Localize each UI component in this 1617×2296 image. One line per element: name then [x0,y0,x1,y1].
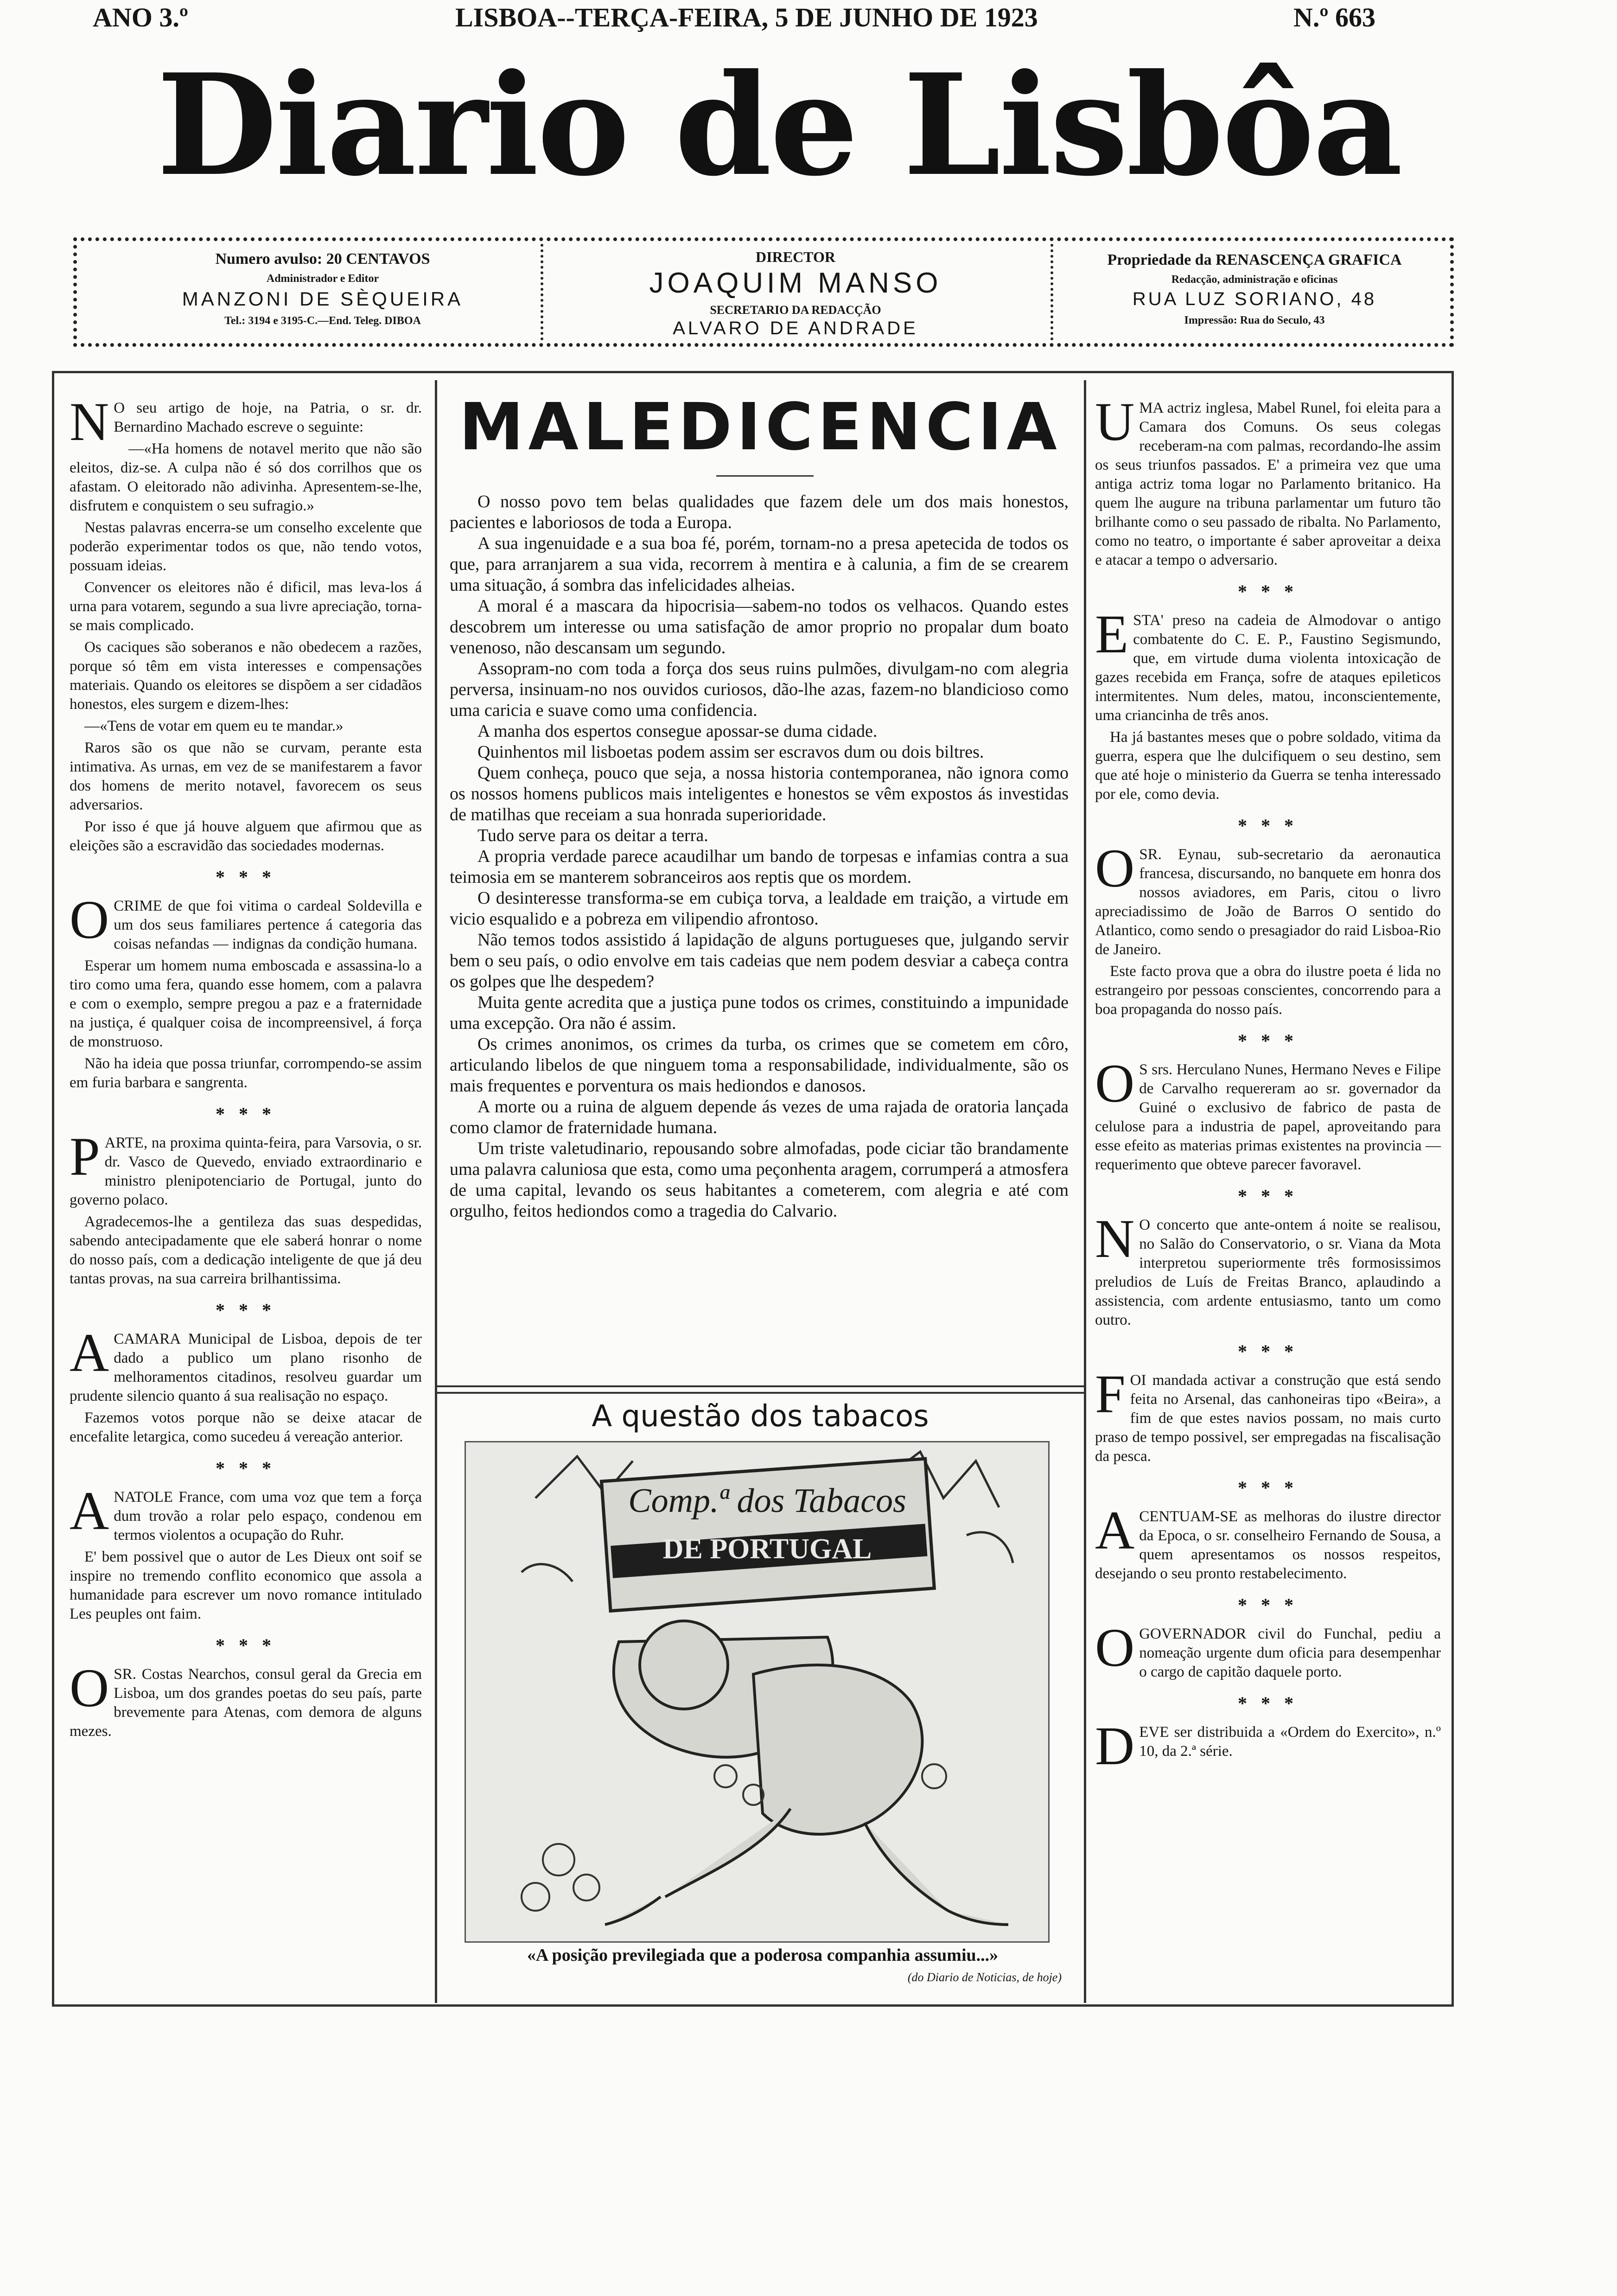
article-paragraph: A manha dos espertos consegue apossar-se duma cidade. [477,721,878,741]
news-item [1095,391,1441,570]
news-item [70,1480,422,1624]
news-item [1095,1053,1441,1174]
cartoon-credit: (do Diario de Noticias, de hoje) [907,1971,1062,1984]
item-separator: * * * [1238,1186,1298,1206]
issue-number: N.º 663 [1293,2,1376,32]
drop-cap: O [70,1658,109,1718]
headline-rule [716,475,814,477]
article-paragraph: Um triste valetudinario, repousando sobre almofadas, pode ciciar tão brandamente uma palavra caluniosa que esta, como uma peçonhenta aragem, corrumperá a atmosfera de uma capital, levando os seus habitantes a cometerem, com alegria e até com orgulho, feitos hediondos como a tragedia do Calvario. [450,1139,1069,1221]
section-divider [436,1385,1085,1394]
cartoon-heading: A questão dos tabacos [592,1399,929,1434]
drop-cap: O [1095,838,1135,899]
news-item [1095,1364,1441,1466]
news-item [70,1126,422,1288]
main-article [450,491,1069,1222]
date-line: LISBOA--TERÇA-FEIRA, 5 DE JUNHO DE 1923 [455,2,1038,32]
item-paragraph: SR. Eynau, sub-secretario da aeronautica francesa, discursando, no banquete em honra dos nossos aviadores, em Paris, citou o livro apreciadissimo de João de Barros O sentido do Atlantico, como sendo o presagiador do raid Lisboa-Rio de Janeiro. [1095,846,1441,958]
item-paragraph: CENTUAM-SE as melhoras do ilustre director da Epoca, o sr. conselheiro Fernando de Sousa, a quem apresentamos os nossos respeitos, desejando o seu pronto restabelecimento. [1095,1508,1441,1582]
news-item [70,889,422,1092]
drop-cap: A [70,1480,109,1541]
drop-cap: O [1095,1053,1135,1114]
phone-line: Tel.: 3194 e 3195-C.—End. Teleg. DIBOA [224,315,421,327]
item-paragraph: O concerto que ante-ontem á noite se realisou, no Salão do Conservatorio, o sr. Viana da Mota interpretou superiormente três formosissimos preludios de Luís de Freitas Branco, aplaudindo a assistencia, com ardente entusiasmo, tanto um como outro. [1095,1217,1441,1328]
article-paragraph: Quinhentos mil lisboetas podem assim ser escravos dum ou dois biltres. [477,742,984,762]
director-name: JOAQUIM MANSO [649,267,942,299]
column-rule [435,380,437,2003]
secretary-label: SECRETARIO DA REDACÇÃO [710,303,881,317]
drop-cap: N [1095,1208,1135,1269]
item-separator: * * * [1238,581,1298,602]
item-lead [1095,1208,1441,1330]
office-label: Redacção, administração e oficinas [1171,274,1338,286]
info-right [1064,241,1445,343]
article-paragraph: Os crimes anonimos, os crimes da turba, os crimes que se cometem em côro, articulando libelos de que ninguem toma a responsabilidade, individualmente, são os mais frequentes e porventura os mais hediondos e danosos. [450,1034,1069,1096]
item-lead [1095,604,1441,725]
cartoon-caption: «A posição previlegiada que a poderosa companhia assumiu...» [527,1945,999,1965]
item-separator: * * * [1238,815,1298,836]
item-paragraph: Os caciques são soberanos e não obedecem a razões, porque só têm em vista interesses e compensações materiais. Quando os eleitores se dispõem a ser cidadãos honestos, eles surgem e dizem-lhes: [70,639,422,713]
article-paragraph: Tudo serve para os deitar a terra. [477,826,708,845]
item-lead [1095,1500,1441,1583]
info-center [559,241,1032,343]
right-column [1095,391,1441,1776]
cartoon-drawing [466,1442,1048,1941]
item-separator: * * * [216,1300,276,1320]
article-paragraph: O nosso povo tem belas qualidades que fazem dele um dos mais honestos, pacientes e laboriosos de toda a Europa. [450,492,1069,532]
item-lead [1095,838,1441,959]
secretary-name: ALVARO DE ANDRADE [673,318,918,338]
item-paragraph: CAMARA Municipal de Lisboa, depois de ter dado a publico um plano risonho de melhoramentos citadinos, resolveu guardar um prudente silencio quanto á sua realisação no espaço. [70,1331,422,1404]
item-paragraph: Nestas palavras encerra-se um conselho excelente que poderão experimentar todos os que, não tendo votos, possuam ideias. [70,519,422,574]
item-separator: * * * [1238,1030,1298,1051]
drop-cap: F [1095,1364,1126,1424]
article-paragraph: A moral é a mascara da hipocrisia—sabem-no todos os velhacos. Quando estes descobrem um interesse ou uma satisfação de amor proprio no propalar dum boato venenoso, não descansam um segundo. [450,596,1069,657]
item-paragraph: Ha já bastantes meses que o pobre soldado, vitima da guerra, espera que lhe dulcifiquem o seu destino, sem que até hoje o ministerio da Guerra se tenha interessado por ele, como devia. [1095,729,1441,803]
item-paragraph: GOVERNADOR civil do Funchal, pediu a nomeação urgente dum oficia para desempenhar o cargo de capitão daquele porto. [1139,1626,1441,1680]
article-paragraph: A morte ou a ruina de alguem depende ás vezes de uma rajada de oratoria lançada como clamor de fraternidade humana. [450,1097,1069,1137]
item-paragraph: Não ha ideia que possa triunfar, corrompendo-se assim em furia barbara e sangrenta. [70,1055,422,1091]
item-lead [1095,1716,1441,1776]
item-separator: * * * [216,867,276,887]
item-lead [70,1658,422,1741]
article-paragraph: Muita gente acredita que a justiça pune todos os crimes, constituindo a impunidade uma excepção. Ora não é assim. [450,993,1069,1033]
item-lead [70,1322,422,1406]
item-paragraph: Por isso é que já houve alguem que afirmou que as eleições são a escravidão das sociedades modernas. [70,818,422,854]
strip-divider [541,244,543,340]
article-paragraph: Assopram-no com toda a força dos seus ruins pulmões, divulgam-no com alegria perversa, insinuam-no nos ouvidos curiosos, dão-lhe azas, fazem-no blandicioso como uma caricia e suave como uma confidencia. [450,659,1069,720]
masthead [111,42,1446,209]
article-paragraph: A sua ingenuidade e a sua boa fé, porém, tornam-no a presa apetecida de todos os que, para arranjarem a sua vida, recorrem à mentira e à calunia, a fim de se crearem uma situação, á sombra das infelicidades alheias. [450,534,1069,595]
news-item [1095,1500,1441,1583]
article-paragraph: O desinteresse transforma-se em cubiça torva, a lealdade em traição, a virtude em vicio esqualido e a pobreza em vilipendio afrontoso. [450,888,1069,929]
item-paragraph: CRIME de que foi vitima o cardeal Soldevilla e um dos seus familiares pertence á categoria das coisas nefandas — indignas da condição humana. [114,898,422,952]
news-item [1095,1716,1441,1776]
drop-cap: O [70,889,109,950]
item-paragraph: —«Tens de votar em quem eu te mandar.» [84,718,344,734]
cartoon-sign-text: DE PORTUGAL [662,1533,872,1565]
drop-cap: N [70,391,109,452]
item-paragraph: SR. Costas Nearchos, consul geral da Grecia em Lisboa, um dos grandes poetas do seu país, parte brevemente para Atenas, com demora de alguns mezes. [70,1666,422,1740]
headline: MALEDICENCIA [459,389,1062,465]
strip-divider [1050,244,1053,340]
item-lead [1095,1364,1441,1466]
item-lead [70,1126,422,1210]
item-lead [1095,1617,1441,1682]
address-line: RUA LUZ SORIANO, 48 [1132,289,1377,309]
item-paragraph: Este facto prova que a obra do ilustre poeta é lida no estrangeiro por pessoas conscientes, concorrendo para a boa propaganda do nosso país. [1095,963,1441,1018]
price-label: Numero avulso: 20 CENTAVOS [215,250,430,268]
item-paragraph: Esperar um homem numa emboscada e assassina-lo a tiro como uma fera, quando esse homem, com a palavra e com o exemplo, sempre pregou a paz e a fraternidade na justiça, é qualquer coisa de incompreensivel, á força de monstruoso. [70,957,422,1050]
info-strip [73,237,1454,347]
item-paragraph: —«Ha homens de notavel merito que não são eleitos, diz-se. A culpa não é só dos corrilhos que os afastam. O eleitorado não adivinha. Apresentem-se-lhe, disfrutem e conquistem o seu sufragio.» [70,440,422,514]
drop-cap: U [1095,391,1135,452]
item-separator: * * * [216,1635,276,1656]
item-paragraph: Raros são os que não se curvam, perante esta intimativa. As urnas, em vez de se manifestarem a favor dos homens de merito notavel, favorecem os seus adversarios. [70,740,422,813]
cartoon-sign-text: Comp.ª dos Tabacos [628,1482,906,1520]
top-line [88,0,1423,37]
item-paragraph: MA actriz inglesa, Mabel Runel, foi eleita para a Camara dos Comuns. Os seus colegas receberam-na com palmas, recordando-lhe assim os seus triunfos passados. E' a primeira vez que uma antiga actriz toma logar no Parlamento britanico. Ha quem lhe augure na tribuna parlamentar um futuro tão brilhante como o seu passado de ribalta. No Parlamento, como no teatro, o importante é saber aproveitar a deixa e atacar a tempo o adversario. [1095,400,1441,568]
item-paragraph: Agradecemos-lhe a gentileza das suas despedidas, sabendo antecipadamente que ele saberá honrar o nome do nosso país, com a dedicação inteligente de que já deu tantas provas, na sua carreira brilhantissima. [70,1213,422,1287]
item-paragraph: Convencer os eleitores não é dificil, mas leva-los á urna para votarem, segundo a sua livre apreciação, torna-se mais complicado. [70,579,422,634]
drop-cap: A [1095,1500,1135,1561]
left-column [70,391,422,1744]
drop-cap: P [70,1126,100,1187]
drop-cap: A [70,1322,109,1383]
column-rule [1084,380,1086,2003]
newspaper-title: Diario de Lisbôa [156,43,1401,207]
item-separator: * * * [1238,1477,1298,1498]
item-separator: * * * [216,1458,276,1479]
admin-name: MANZONI DE SÈQUEIRA [182,288,464,310]
admin-label: Administrador e Editor [266,273,379,285]
item-lead [1095,391,1441,570]
item-paragraph: OI mandada activar a construção que está sendo feita no Arsenal, das canhoneiras tipo «Beira», a fim de que estes navios possam, no mais curto praso de tempo possivel, ser empregadas na fiscalisação da pesca. [1095,1372,1441,1465]
article-paragraph: A propria verdade parece acaudilhar um bando de torpesas e infamias contra a sua teimosia em se manterem sobranceiros aos reptis que os mordem. [450,847,1069,887]
item-separator: * * * [1238,1341,1298,1362]
item-paragraph: EVE ser distribuida a «Ordem do Exercito», n.º 10, da 2.ª série. [1139,1724,1441,1760]
article-paragraph: Quem conheça, pouco que seja, a nossa historia contemporanea, não ignora como os nossos homens publicos mais inteligentes e honestos se vêm expostos ás investidas de matilhas que receiam a sua honrada superioridade. [450,763,1069,824]
item-paragraph: Fazemos votos porque não se deixe atacar de encefalite letargica, como sucedeu á vereação anterior. [70,1409,422,1445]
news-item [1095,1208,1441,1330]
article-paragraph: Não temos todos assistido á lapidação de alguns portugueses que, julgando servir bem o seu país, o odio envolve em tais cadeias que nem podem desviar a cabeça contra os golpes que lhe despedem? [450,930,1069,991]
drop-cap: E [1095,604,1129,664]
news-item [1095,604,1441,804]
director-label: DIRECTOR [756,249,835,265]
cartoon-illustration [465,1441,1050,1943]
year-label: ANO 3.º [93,2,189,32]
drop-cap: O [1095,1617,1135,1678]
item-paragraph: E' bem possivel que o autor de Les Dieux ont soif se inspire no tremendo conflito economico que assola a humanidade para escrever um novo romance intitulado Les peuples ont faim. [70,1549,422,1622]
owner-line: Propriedade da RENASCENÇA GRAFICA [1107,251,1402,268]
item-paragraph: O seu artigo de hoje, na Patria, o sr. dr. Bernardino Machado escreve o seguinte: [114,400,422,435]
news-item [70,1322,422,1447]
news-item [70,391,422,855]
item-paragraph: S srs. Herculano Nunes, Hermano Neves e Filipe de Carvalho requereram ao sr. governador da Guiné o exclusivo de fabrico de pasta de celulose para a industria de papel, aproveitando para esse efeito as materias primas existentes na provincia — requerimento que obteve parecer favoravel. [1095,1061,1441,1173]
item-lead [70,391,422,452]
item-separator: * * * [1238,1693,1298,1714]
news-item [70,1658,422,1741]
news-item [1095,838,1441,1019]
item-paragraph: ARTE, na proxima quinta-feira, para Varsovia, o sr. dr. Vasco de Quevedo, enviado extraordinario e ministro plenipotenciario de Portugal, junto do governo polaco. [70,1135,422,1208]
info-left [114,241,531,343]
item-paragraph: STA' preso na cadeia de Almodovar o antigo combatente do C. E. P., Faustino Segismundo, que, em virtude duma violenta intoxicação de gazes recebida em França, sofre de ataques epileticos intermitentes. Num deles, matou, inconscientemente, uma criancinha de três anos. [1095,612,1441,724]
item-separator: * * * [216,1103,276,1124]
print-line: Impressão: Rua do Seculo, 43 [1184,314,1325,326]
item-lead [70,1480,422,1545]
drop-cap: D [1095,1716,1135,1776]
item-lead [1095,1053,1441,1174]
news-item [1095,1617,1441,1682]
item-lead [70,889,422,954]
item-paragraph: NATOLE France, com uma voz que tem a força dum trovão a rolar pelo espaço, condenou em termos violentos a ocupação do Ruhr. [114,1489,422,1543]
item-separator: * * * [1238,1594,1298,1615]
